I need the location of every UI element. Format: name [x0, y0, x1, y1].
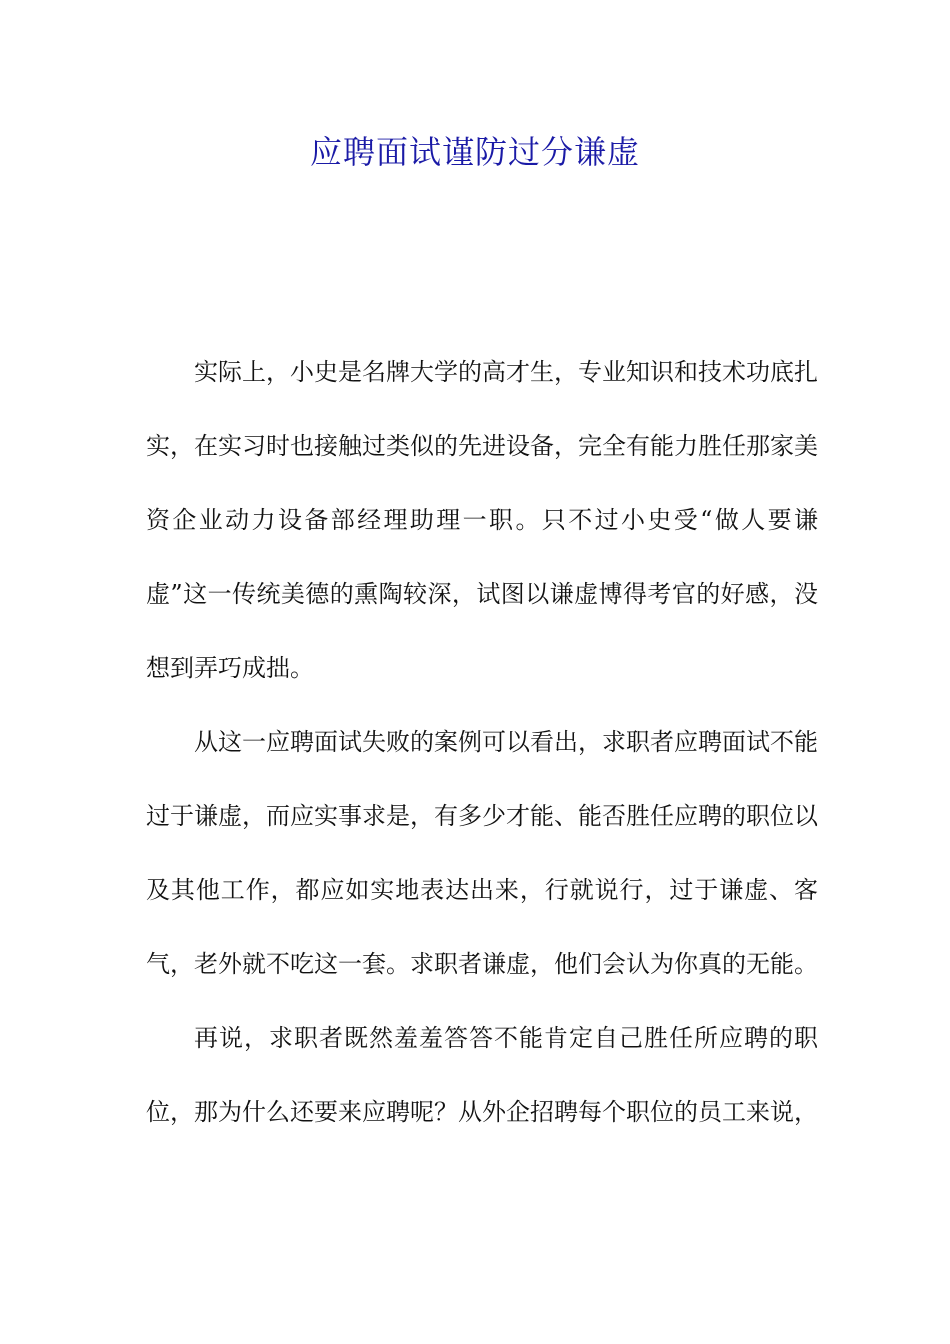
- paragraph-3: 再说，求职者既然羞羞答答不能肯定自己胜任所应聘的职位，那为什么还要来应聘呢？从外企招聘每个职位的员工来说，: [146, 1024, 818, 1126]
- paragraph-2: 从这一应聘面试失败的案例可以看出，求职者应聘面试不能过于谦虚，而应实事求是，有多少才能、能否胜任应聘的职位以及其他工作，都应如实地表达出来，行就说行，过于谦虚、客气，老外就不吃这一套。求职者谦虚，他们会认为你真的无能。: [146, 728, 818, 978]
- document-body: [146, 335, 818, 1149]
- paragraph-1: 实际上，小史是名牌大学的高才生，专业知识和技术功底扎实，在实习时也接触过类似的先进设备，完全有能力胜任那家美资企业动力设备部经理助理一职。只不过小史受“做人要谦虚”这一传统美德的熏陶较深，试图以谦虚博得考官的好感，没想到弄巧成拙。: [146, 358, 818, 682]
- document-title: 应聘面试谨防过分谦虚: [309, 133, 640, 171]
